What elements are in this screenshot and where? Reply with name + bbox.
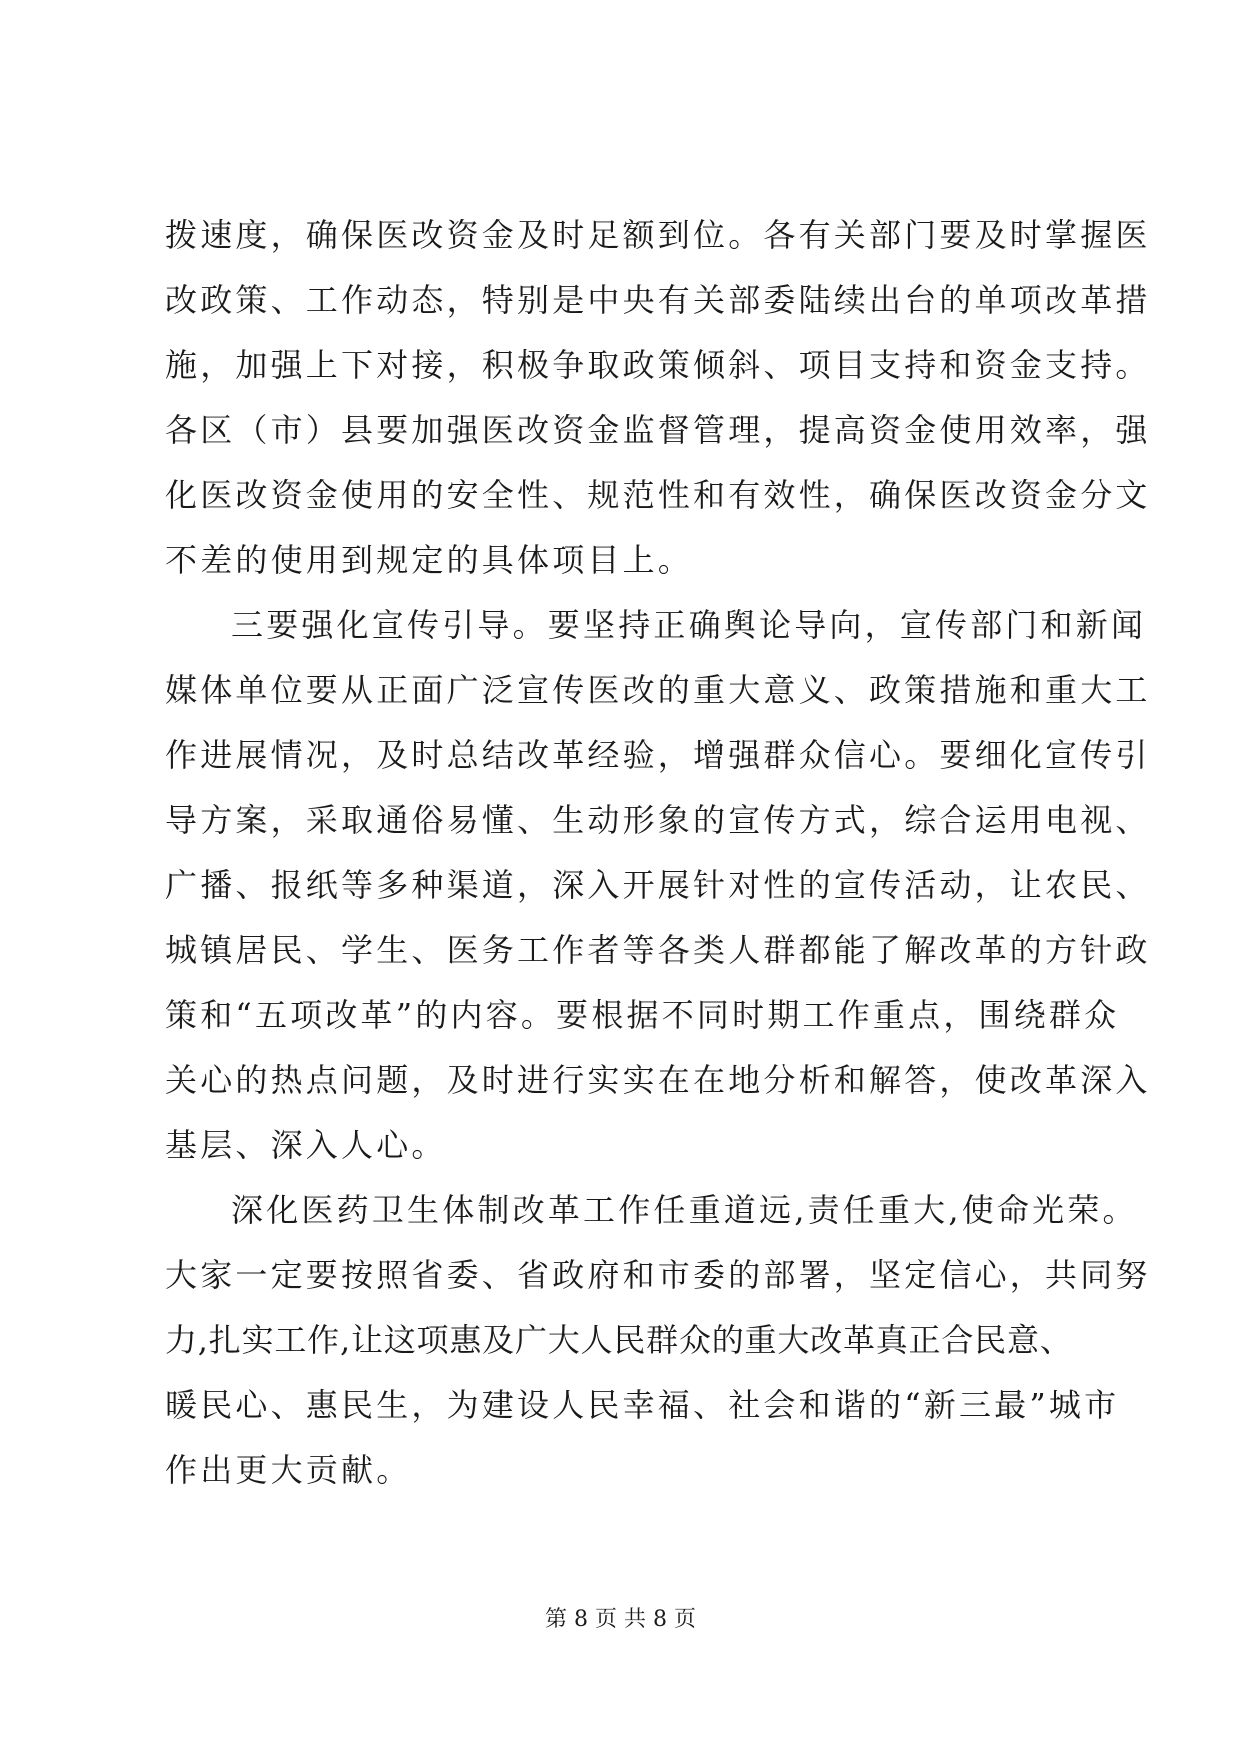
text-line: 改政策、工作动态，特别是中央有关部委陆续出台的单项改革措 [165, 281, 1151, 319]
text-line: 力,扎实工作,让这项惠及广大人民群众的重大改革真正合民意、 [165, 1321, 1073, 1359]
text-line: 关心的热点问题，及时进行实实在在地分析和解答，使改革深入 [165, 1061, 1151, 1099]
body-text [165, 203, 1151, 1503]
text-line: 策和“五项改革”的内容。要根据不同时期工作重点，围绕群众 [165, 996, 1120, 1034]
text-line: 暖民心、惠民生，为建设人民幸福、社会和谐的“新三最”城市 [165, 1386, 1120, 1424]
text-line: 作进展情况，及时总结改革经验，增强群众信心。要细化宣传引 [165, 736, 1151, 774]
text-line: 不差的使用到规定的具体项目上。 [165, 541, 694, 579]
text-line: 施，加强上下对接，积极争取政策倾斜、项目支持和资金支持。 [165, 346, 1151, 384]
text-line: 导方案，采取通俗易懂、生动形象的宣传方式，综合运用电视、 [165, 801, 1151, 839]
text-line: 各区（市）县要加强医改资金监督管理，提高资金使用效率，强 [165, 411, 1151, 449]
page-number: 第 8 页 共 8 页 [545, 1607, 696, 1632]
text-line: 城镇居民、学生、医务工作者等各类人群都能了解改革的方针政 [165, 931, 1151, 969]
text-line: 拨速度，确保医改资金及时足额到位。各有关部门要及时掌握医 [165, 216, 1151, 254]
paragraph-start-line: 深化医药卫生体制改革工作任重道远,责任重大,使命光荣。 [231, 1191, 1138, 1229]
text-line: 大家一定要按照省委、省政府和市委的部署，坚定信心，共同努 [165, 1256, 1151, 1294]
text-line: 广播、报纸等多种渠道，深入开展针对性的宣传活动，让农民、 [165, 866, 1151, 904]
page-footer [0, 1605, 1241, 1635]
text-line: 媒体单位要从正面广泛宣传医改的重大意义、政策措施和重大工 [165, 671, 1151, 709]
paragraph-start-line: 三要强化宣传引导。要坚持正确舆论导向，宣传部门和新闻 [231, 606, 1147, 644]
text-line: 作出更大贡献。 [165, 1451, 412, 1489]
text-line: 化医改资金使用的安全性、规范性和有效性，确保医改资金分文 [165, 476, 1151, 514]
text-line: 基层、深入人心。 [165, 1126, 447, 1164]
